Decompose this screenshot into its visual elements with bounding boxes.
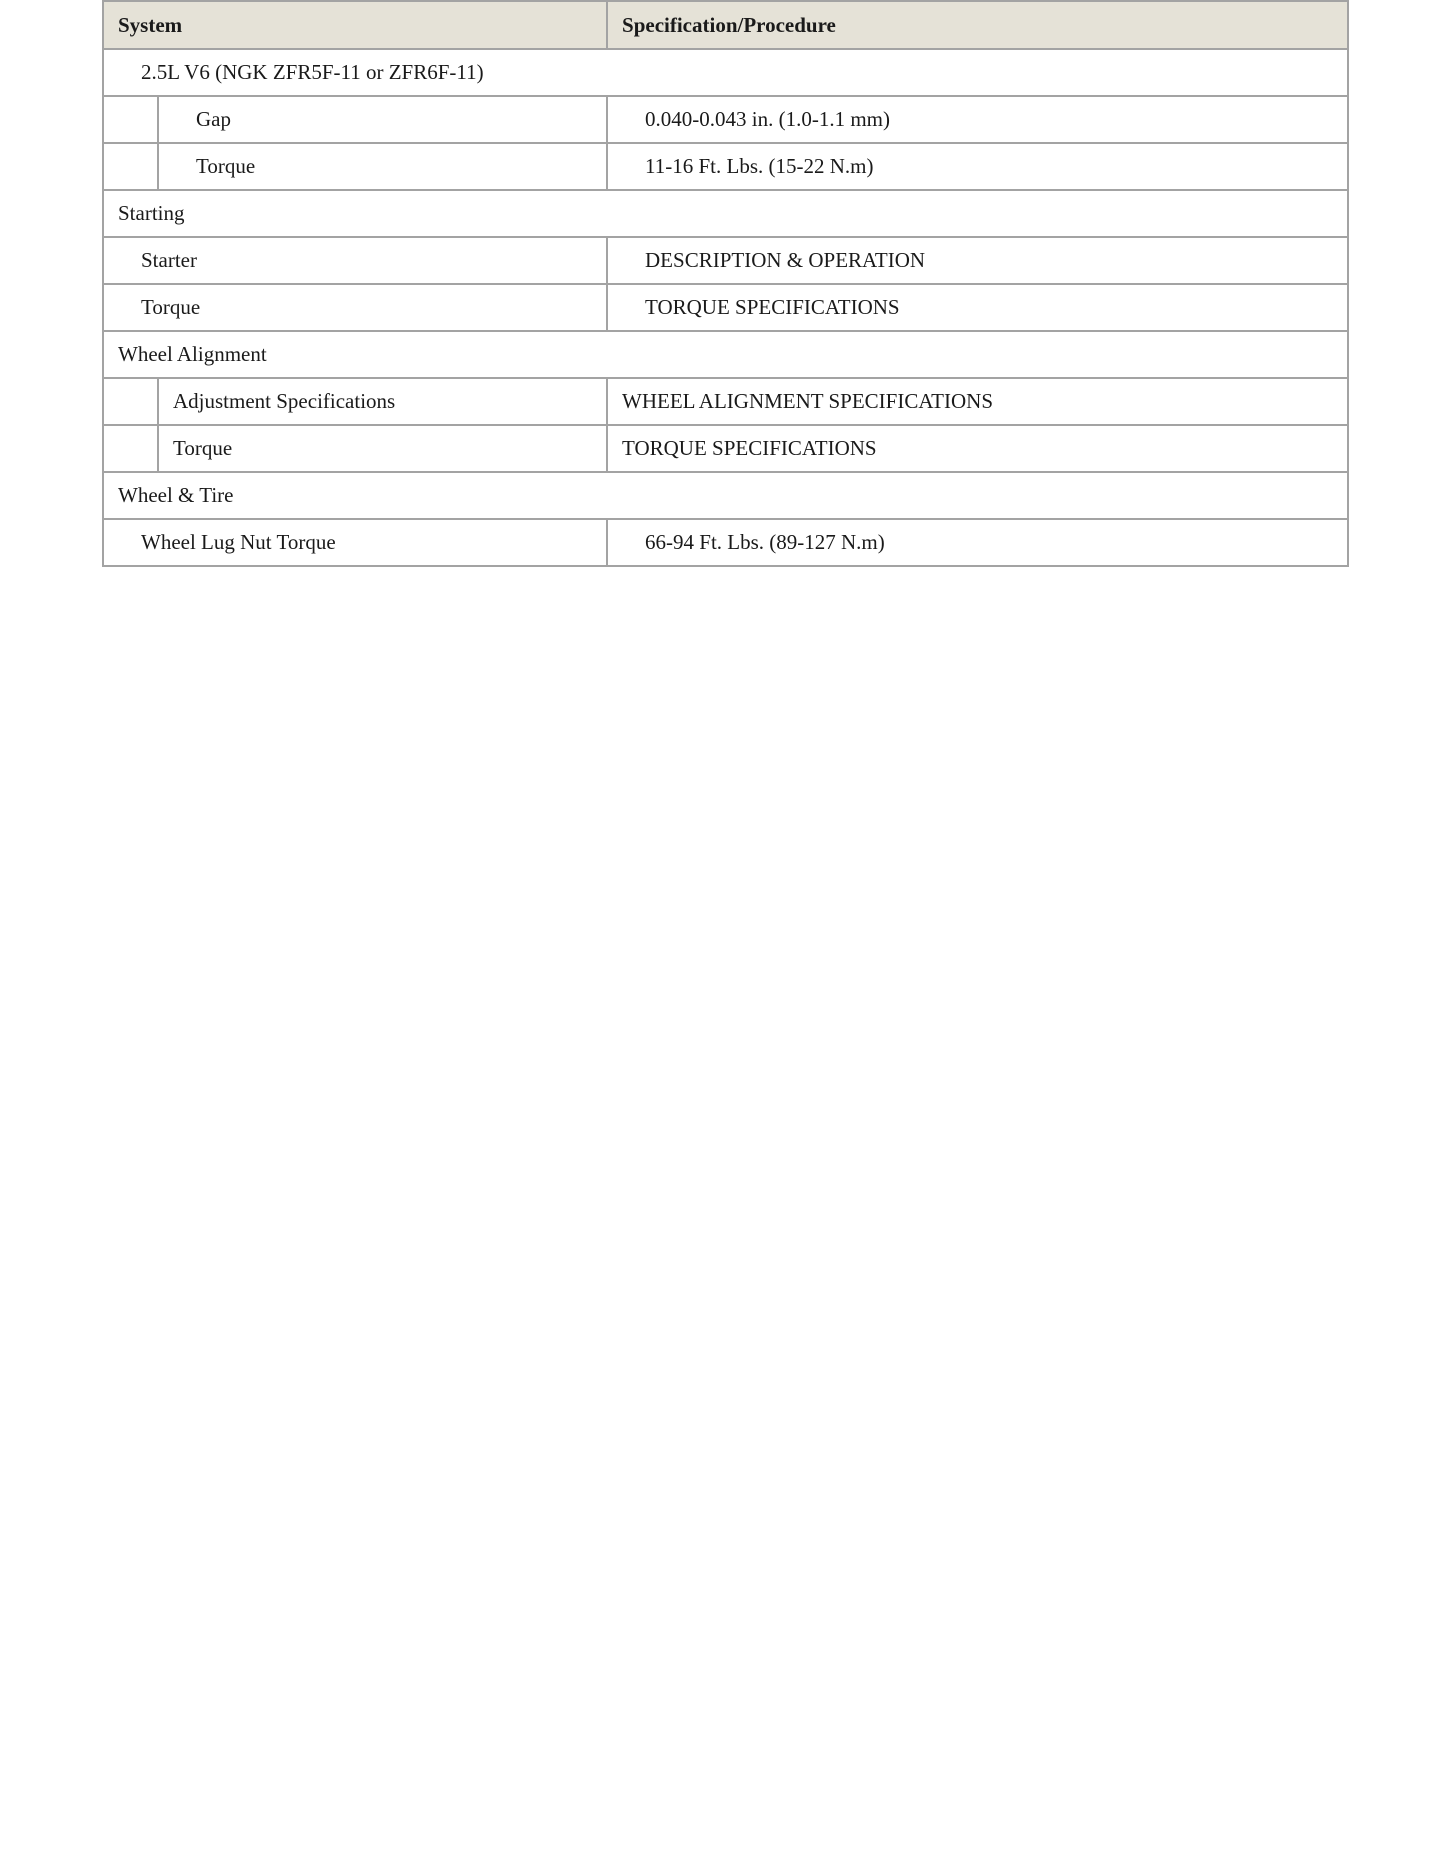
system-cell: Torque	[158, 143, 607, 190]
spec-link[interactable]: DESCRIPTION & OPERATION	[607, 237, 1348, 284]
table-row	[103, 237, 1348, 284]
system-cell: Gap	[158, 96, 607, 143]
table-row	[103, 331, 1348, 378]
table-row	[103, 143, 1348, 190]
spec-cell: 0.040-0.043 in. (1.0-1.1 mm)	[607, 96, 1348, 143]
subgroup-label: 2.5L V6 (NGK ZFR5F-11 or ZFR6F-11)	[103, 49, 1348, 96]
specification-table	[102, 0, 1349, 567]
section-label: Wheel Alignment	[103, 331, 1348, 378]
section-label: Wheel & Tire	[103, 472, 1348, 519]
indent-cell	[103, 378, 158, 425]
system-column-header: System	[103, 1, 607, 49]
table-row	[103, 190, 1348, 237]
table-row	[103, 284, 1348, 331]
spec-column-header: Specification/Procedure	[607, 1, 1348, 49]
spec-link[interactable]: TORQUE SPECIFICATIONS	[607, 284, 1348, 331]
spec-cell: 66-94 Ft. Lbs. (89-127 N.m)	[607, 519, 1348, 566]
system-cell: Wheel Lug Nut Torque	[103, 519, 607, 566]
table-row	[103, 425, 1348, 472]
indent-cell	[103, 96, 158, 143]
table-row	[103, 472, 1348, 519]
table-row	[103, 49, 1348, 96]
system-cell: Starter	[103, 237, 607, 284]
table-row	[103, 519, 1348, 566]
spec-link[interactable]: TORQUE SPECIFICATIONS	[607, 425, 1348, 472]
system-cell: Torque	[103, 284, 607, 331]
table-header-row	[103, 1, 1348, 49]
spec-cell: 11-16 Ft. Lbs. (15-22 N.m)	[607, 143, 1348, 190]
spec-link[interactable]: WHEEL ALIGNMENT SPECIFICATIONS	[607, 378, 1348, 425]
indent-cell	[103, 425, 158, 472]
table-row	[103, 378, 1348, 425]
section-label: Starting	[103, 190, 1348, 237]
system-cell: Adjustment Specifications	[158, 378, 607, 425]
system-cell: Torque	[158, 425, 607, 472]
table-row	[103, 96, 1348, 143]
indent-cell	[103, 143, 158, 190]
